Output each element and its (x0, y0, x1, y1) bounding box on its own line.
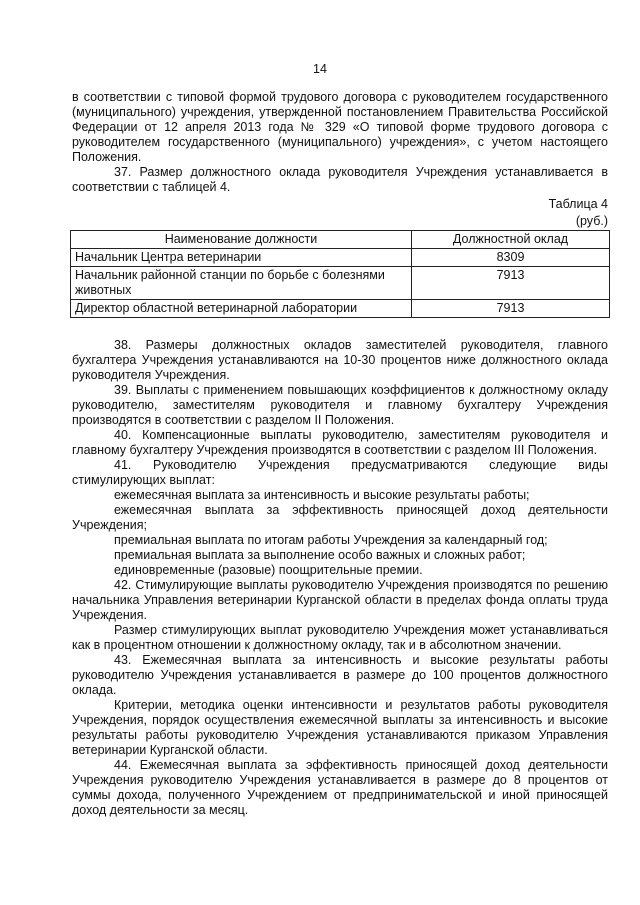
table-cell-position: Директор областной ветеринарной лаборатории (71, 300, 412, 318)
document-body (72, 90, 608, 818)
table-cell-position: Начальник районной станции по борьбе с болезнями животных (71, 267, 412, 300)
paragraph-42-continued: Размер стимулирующих выплат руководителю Учреждения может устанавливаться как в процентном отношении к должностному окладу, так и в абсолютном значении. (72, 623, 608, 652)
list-item: единовременные (разовые) поощрительные премии. (114, 563, 423, 577)
paragraph-42: 42. Стимулирующие выплаты руководителю Учреждения производятся по решению начальника Управления ветеринарии Курганской области в пределах фонда оплаты труда Учреждения. (72, 578, 608, 622)
paragraph-37: 37. Размер должностного оклада руководителя Учреждения устанавливается в соответствии с таблицей 4. (72, 165, 608, 194)
table-cell-salary: 7913 (412, 300, 610, 318)
table-row (71, 300, 610, 318)
list-item: премиальная выплата за выполнение особо важных и сложных работ; (114, 548, 526, 562)
table-cell-position: Начальник Центра ветеринарии (71, 249, 412, 267)
paragraph-intro: в соответствии с типовой формой трудового договора с руководителем государственного (муниципального) учреждения, утвержденной постановлением Правительства Российской Федерации от 12 апреля 2013 года № 329 «О типовой форме трудового договора с руководителем государственного (муниципального) учреждения», с учетом настоящего Положения. (72, 90, 608, 164)
paragraph-44: 44. Ежемесячная выплата за эффективность приносящей доход деятельности Учреждения руководителю Учреждения устанавливается в размере до 8 процентов от суммы дохода, полученного Учреждением от предпринимательской и иной приносящей доход деятельности за месяц. (72, 758, 608, 817)
paragraph-43: 43. Ежемесячная выплата за интенсивность и высокие результаты работы руководителю Учреждения устанавливается в размере до 100 процентов должностного оклада. (72, 653, 608, 697)
list-item: ежемесячная выплата за эффективность приносящей доход деятельности Учреждения; (72, 503, 608, 532)
list-item: премиальная выплата по итогам работы Учреждения за календарный год; (114, 533, 548, 547)
paragraph-39: 39. Выплаты с применением повышающих коэффициентов к должностному окладу руководителю, заместителям руководителя и главному бухгалтеру Учреждения производятся в соответствии с разделом II Положения. (72, 383, 608, 427)
paragraph-38: 38. Размеры должностных окладов заместителей руководителя, главного бухгалтера Учреждения устанавливаются на 10-30 процентов ниже должностного оклада руководителя Учреждения. (72, 338, 608, 382)
table-caption: Таблица 4 (548, 197, 608, 211)
column-header-salary: Должностной оклад (412, 231, 610, 249)
column-header-position: Наименование должности (71, 231, 412, 249)
table-header-row (71, 231, 610, 249)
paragraph-41: 41. Руководителю Учреждения предусматриваются следующие виды стимулирующих выплат: (72, 458, 608, 487)
list-item: ежемесячная выплата за интенсивность и высокие результаты работы; (114, 488, 530, 502)
table-unit: (руб.) (575, 214, 608, 228)
paragraph-43-continued: Критерии, методика оценки интенсивности и результатов работы руководителя Учреждения, порядок осуществления ежемесячной выплаты за интенсивность и высокие результаты работы руководителю Учреждения устанавливаются приказом Управления ветеринарии Курганской области. (72, 698, 608, 757)
page-number: 14 (313, 62, 327, 76)
table-row (71, 267, 610, 300)
table-cell-salary: 8309 (412, 249, 610, 267)
table-row (71, 249, 610, 267)
paragraph-40: 40. Компенсационные выплаты руководителю, заместителям руководителя и главному бухгалтеру Учреждения производятся в соответствии с разделом III Положения. (72, 428, 608, 457)
table-cell-salary: 7913 (412, 267, 610, 300)
salary-table (70, 230, 610, 318)
